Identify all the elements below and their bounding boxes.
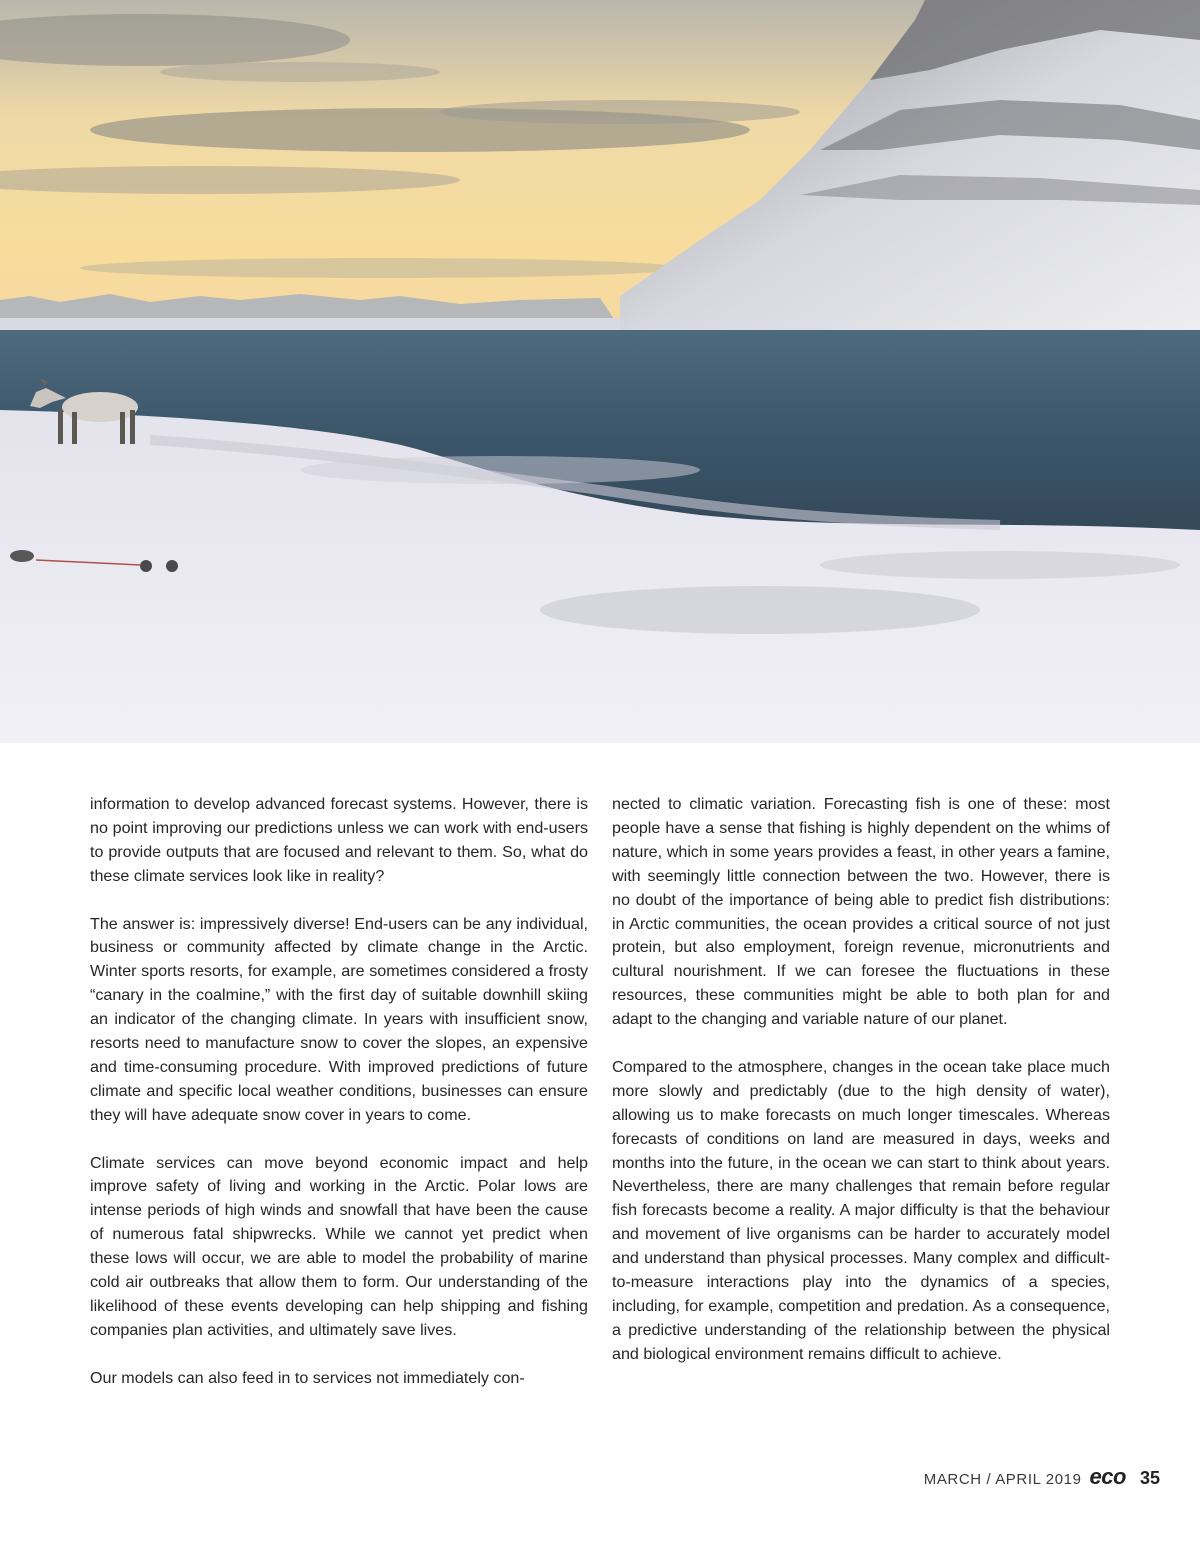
paragraph: Climate services can move beyond economic impact and help improve safety of living and working in the Arctic. Polar lows are intense periods of high winds and snowfall that have been the cause of numerous fatal shipwrecks. While we cannot yet predict when these lows will occur, we are able to model the probability of marine cold air outbreaks that allow them to form. Our understanding of the likelihood of these events developing can help shipping and fishing companies plan activities, and ultimately save lives. — [90, 1153, 588, 1339]
magazine-logo: eco — [1089, 1464, 1126, 1489]
page-number: 35 — [1139, 1468, 1160, 1488]
article-left-column — [90, 793, 588, 1391]
issue-date: MARCH / APRIL 2019 — [923, 1471, 1082, 1488]
arctic-landscape-image — [0, 0, 1200, 743]
article-right-column — [612, 793, 1110, 1367]
paragraph: nected to climatic variation. Forecasting fish is one of these: most people have a sense that fishing is highly dependent on the whims of nature, which in some years provides a feast, in other years a famine, with seemingly little connection between the two. However, there is no doubt of the importance of being able to predict fish distributions: in Arctic communities, the ocean provides a critical source of not just protein, but also employment, foreign revenue, micronutrients and cultural nourishment. If we can foresee the fluctuations in these resources, these communities might be able to both plan for and adapt to the changing and variable nature of our planet. — [612, 795, 1110, 1029]
paragraph: information to develop advanced forecast systems. However, there is no point improving our predictions unless we can work with end-users to provide outputs that are focused and relevant to them. So, what do these climate services look like in reality? — [90, 795, 588, 885]
paragraph: Compared to the atmosphere, changes in the ocean take place much more slowly and predictably (due to the high density of water), allowing us to make forecasts on much longer timescales. Whereas forecasts of conditions on land are measured in days, weeks and months into the future, in the ocean we can start to think about years. Nevertheless, there are many challenges that remain before regular fish forecasts become a reality. A major difficulty is that the behaviour and movement of live organisms can be harder to accurately model and understand than physical processes. Many complex and difficult-to-measure interactions play into the dynamics of a species, including, for example, competition and predation. As a consequence, a predictive understanding of the relationship between the physical and biological environment remains difficult to achieve. — [612, 1057, 1110, 1363]
paragraph: Our models can also feed in to services not immediately con- — [90, 1368, 525, 1387]
paragraph: The answer is: impressively diverse! End-users can be any individual, business or community affected by climate change in the Arctic. Winter sports resorts, for example, are sometimes considered a frosty “canary in the coalmine,” with the first day of suitable downhill skiing an indicator of the changing climate. In years with insufficient snow, resorts need to manufacture snow to cover the slopes, an expensive and time-consuming procedure. With improved predictions of future climate and specific local weather conditions, businesses can ensure they will have adequate snow cover in years to come. — [90, 914, 588, 1124]
page-footer — [700, 1464, 1160, 1494]
hero-photo — [0, 0, 1200, 743]
